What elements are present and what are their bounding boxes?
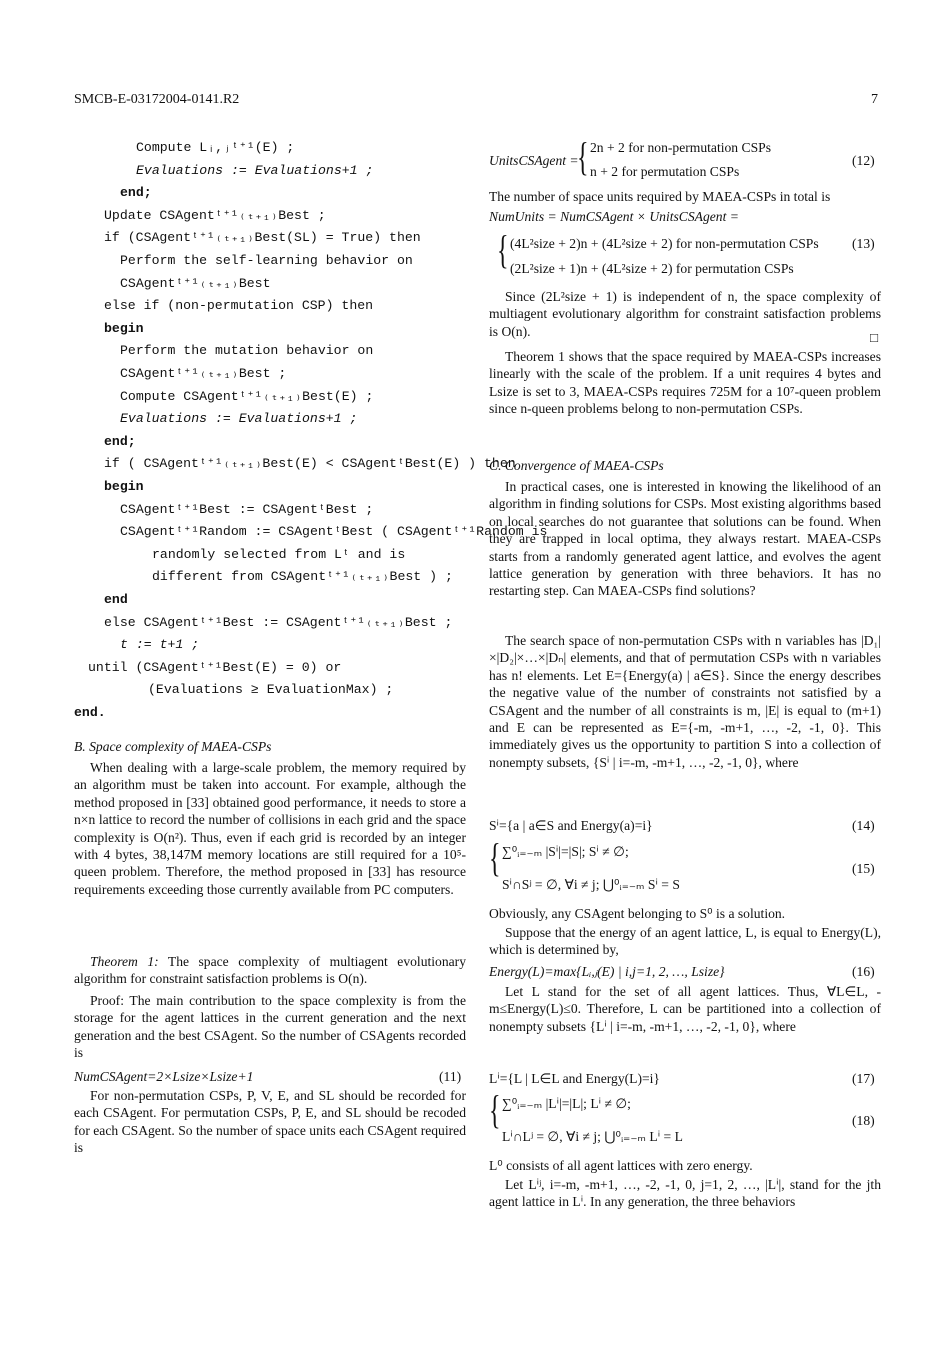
pseudocode-line: Compute CSAgentᵗ⁺¹₍ₜ₊₁₎Best(E) ;: [120, 388, 374, 404]
equation-14-number: (14): [852, 818, 875, 833]
paragraph-memory: When dealing with a large-scale problem, the memory required by an algorithm must be taken into account. For example, although the method proposed in [33] obtained good performance, it needs to store a n×n lattice to record the number of collisions in each grid and the space complexity is O(n²). Thus, even if each grid is recorded by an integer with 4 bytes, 38,147M memory locations are still required for a 10⁵-queen problem. Therefore, the method proposed in [33] has resource requirements exceeding those currently available from PC computers.: [74, 760, 466, 897]
pseudocode-line: until (CSAgentᵗ⁺¹Best(E) = 0) or: [88, 659, 342, 675]
equation-15-line-1: ∑⁰ᵢ₌₋ₘ |Sⁱ|=|S|; Sⁱ ≠ ∅;: [502, 844, 629, 859]
paragraph-obviously: Obviously, any CSAgent belonging to S⁰ is a solution.: [489, 906, 786, 921]
equation-13-case-2: (2L²size + 1)n + (4L²size + 2) for permutation CSPs: [510, 261, 794, 276]
section-b-title: B. Space complexity of MAEA-CSPs: [74, 739, 272, 754]
pseudocode-line: CSAgentᵗ⁺¹Random := CSAgentᵗBest ( CSAgentᵗ⁺¹Random is: [120, 524, 548, 540]
equation-15-line-2: Sⁱ∩Sʲ = ∅, ∀i ≠ j; ⋃⁰ᵢ₌₋ₘ Sⁱ = S: [502, 877, 680, 892]
pseudocode-line: CSAgentᵗ⁺¹₍ₜ₊₁₎Best ;: [120, 366, 287, 381]
pseudocode-line: Update CSAgentᵗ⁺¹₍ₜ₊₁₎Best ;: [104, 207, 326, 223]
equation-11: NumCSAgent=2×Lsize×Lsize+1: [74, 1069, 254, 1084]
paragraph-let-l: Let L stand for the set of all agent lattices. Thus, ∀L∈L, -m≤Energy(L)≤0. Therefore, L can be partitioned into a collection of nonempty subsets {Lⁱ | i=-m, -m+1, …, -2, -1, 0}, where: [489, 984, 881, 1034]
equation-15-brace: {: [489, 835, 501, 880]
paragraph-lij: Let Lⁱʲ, i=-m, -m+1, …, -2, -1, 0, j=1, 2, …, |Lⁱ|, stand for the jth agent lattice in Lⁱ. In any generation, the three behaviors: [489, 1177, 881, 1210]
equation-16: Energy(L)=max{Lᵢ,ⱼ(E) | i,j=1, 2, …, Lsize}: [489, 964, 725, 979]
pseudocode-line: else CSAgentᵗ⁺¹Best := CSAgentᵗ⁺¹₍ₜ₊₁₎Best ;: [104, 614, 453, 630]
pseudocode-line: if (CSAgentᵗ⁺¹₍ₜ₊₁₎Best(SL) = True) then: [104, 230, 421, 246]
equation-17-number: (17): [852, 1071, 875, 1086]
theorem-1-label: Theorem 1:: [90, 954, 159, 969]
equation-13-brace: {: [497, 227, 509, 272]
proof-paragraph: Proof: The main contribution to the space complexity is from the storage for the agent lattices in the current generation and the next generation and the best CSAgent. So the number of CSAgents recorded is: [74, 993, 466, 1061]
pseudocode-line: CSAgentᵗ⁺¹Best := CSAgentᵗBest ;: [120, 501, 374, 517]
section-c-title: C. Convergence of MAEA-CSPs: [489, 458, 664, 473]
equation-12-case-1: 2n + 2 for non-permutation CSPs: [590, 140, 771, 155]
equation-18-line-2: Lⁱ∩Lʲ = ∅, ∀i ≠ j; ⋃⁰ᵢ₌₋ₘ Lⁱ = L: [502, 1129, 683, 1144]
pseudocode-line: different from CSAgentᵗ⁺¹₍ₜ₊₁₎Best ) ;: [152, 569, 453, 585]
equation-12-case-2: n + 2 for permutation CSPs: [590, 164, 740, 179]
paragraph-theorem-shows: Theorem 1 shows that the space required by MAEA-CSPs increases linearly with the scale of the problem. If a unit requires 4 bytes and Lsize is set to 3, MAEA-CSPs requires 725M for a 10⁷-queen problem since n-queen problems belong to non-permutation CSPs.: [489, 349, 881, 417]
pseudocode-line: Evaluations := Evaluations+1 ;: [136, 162, 374, 178]
equation-12-brace: {: [577, 134, 589, 179]
paragraph-units: For non-permutation CSPs, P, V, E, and SL should be recorded for each CSAgent. For permutation CSPs, P, E, and SL should be recoded for each CSAgent. So the number of space units each CSAgent required is: [74, 1088, 466, 1156]
pseudocode-line: (Evaluations ≥ EvaluationMax) ;: [148, 682, 394, 698]
pseudocode-line: Evaluations := Evaluations+1 ;: [120, 411, 358, 427]
running-header: SMCB-E-03172004-0141.R2: [74, 92, 240, 107]
equation-13-lhs: NumUnits = NumCSAgent × UnitsCSAgent =: [489, 209, 739, 224]
paragraph-since: Since (2L²size + 1) is independent of n, the space complexity of multiagent evolutionary algorithm for constraint satisfaction problems is O(n).: [489, 289, 881, 339]
pseudocode-line: begin: [104, 479, 144, 494]
equation-11-number: (11): [439, 1069, 462, 1084]
pseudocode-line: randomly selected from Lᵗ and is: [152, 546, 406, 562]
pseudocode-line: CSAgentᵗ⁺¹₍ₜ₊₁₎Best: [120, 275, 271, 291]
equation-14: Sⁱ={a | a∈S and Energy(a)=i}: [489, 818, 653, 833]
pseudocode-line: if ( CSAgentᵗ⁺¹₍ₜ₊₁₎Best(E) < CSAgentᵗBest(E) ) then: [104, 456, 516, 472]
qed-symbol: □: [870, 330, 879, 345]
equation-12-number: (12): [852, 153, 875, 168]
equation-17: Lⁱ={L | L∈L and Energy(L)=i}: [489, 1071, 660, 1086]
equation-15-number: (15): [852, 861, 875, 876]
paragraph-convergence-2: The search space of non-permutation CSPs with n variables has |D₁|×|D₂|×…×|Dₙ| elements, and that of permutation CSPs with n variables has n! elements. Let E={Energy(a) | a∈S}. Since the energy describes the negative value of the number of constraints not satisfied by a CSAgent and the number of all constraints is m, |E| is equal to (m+1) and E can be represented as E={-m, -m+1, …, -2, -1, 0}. This immediately gives us the opportunity to partition S into a collection of nonempty subsets, {Sⁱ | i=-m, -m+1, …, -2, -1, 0}, where: [489, 633, 881, 770]
pseudocode-line: Perform the self-learning behavior on: [120, 253, 413, 268]
pseudocode-line: end;: [120, 185, 152, 201]
equation-18-number: (18): [852, 1113, 875, 1128]
pseudocode-line: end.: [74, 705, 106, 720]
equation-13-number: (13): [852, 236, 875, 251]
equation-12-lhs: UnitsCSAgent =: [489, 153, 579, 168]
paragraph-l0: L⁰ consists of all agent lattices with zero energy.: [489, 1158, 753, 1173]
theorem-1: [74, 953, 466, 988]
page-number: 7: [871, 92, 878, 107]
equation-18-line-1: ∑⁰ᵢ₌₋ₘ |Lⁱ|=|L|; Lⁱ ≠ ∅;: [502, 1096, 631, 1111]
equation-13-case-1: (4L²size + 2)n + (4L²size + 2) for non-permutation CSPs: [510, 236, 819, 251]
theorem-1-text: The space complexity of multiagent evolutionary algorithm for constraint satisfaction problems is O(n).: [74, 954, 466, 987]
pseudocode-line: end;: [104, 433, 136, 449]
equation-16-number: (16): [852, 964, 875, 979]
pseudocode-line: Perform the mutation behavior on: [120, 343, 374, 359]
paragraph-total-units: The number of space units required by MAEA-CSPs in total is: [489, 189, 831, 204]
pseudocode-line: end: [104, 592, 128, 607]
paragraph-suppose: Suppose that the energy of an agent lattice, L, is equal to Energy(L), which is determined by,: [489, 925, 881, 958]
equation-18-brace: {: [489, 1087, 501, 1132]
pseudocode-line: t := t+1 ;: [120, 637, 200, 653]
pseudocode-line: begin: [104, 320, 144, 336]
paragraph-convergence-1: In practical cases, one is interested in knowing the likelihood of an algorithm in finding solutions for CSPs. Most existing algorithms based on local searches do not guarantee that solutions can be found. When they are trapped in local optima, they always restart. MAEA-CSPs starts from a randomly generated agent lattice, and evolves the agent lattice generation by generation with three behaviors. It has no restarting step. Can MAEA-CSPs find solutions?: [489, 479, 881, 599]
pseudocode-line: Compute Lᵢ,ⱼᵗ⁺¹(E) ;: [136, 140, 295, 155]
pseudocode-line: else if (non-permutation CSP) then: [104, 298, 374, 314]
